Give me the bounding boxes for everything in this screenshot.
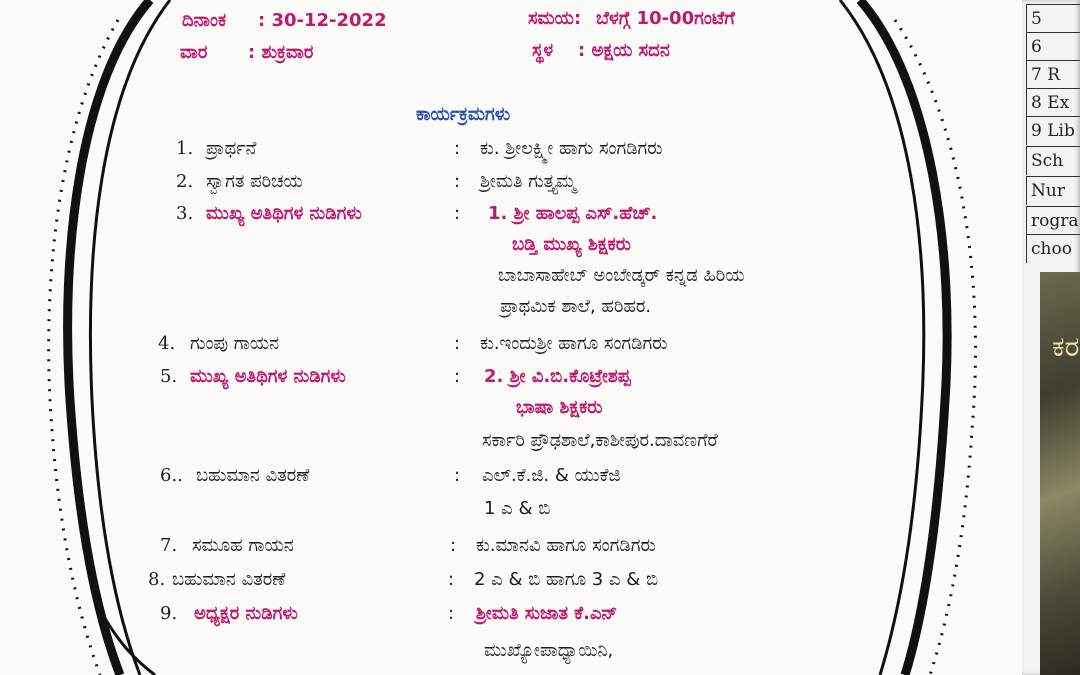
item-colon: :	[448, 569, 455, 590]
side-sheet-row: 6	[1026, 32, 1080, 61]
venue-value: : ಅಕ್ಷಯ ಸದನ	[578, 40, 670, 61]
item-detail: 1 ಎ & ಬಿ	[484, 498, 551, 519]
item-detail: ಎಲ್.ಕೆ.ಜಿ. & ಯುಕೆಜಿ	[482, 465, 621, 486]
program-title: ಕಾರ್ಯಕ್ರಮಗಳು	[416, 104, 511, 125]
item-colon: :	[454, 465, 461, 486]
item-detail: ಭಾಷಾ ಶಿಕ್ಷಕರು	[516, 397, 603, 418]
item-detail: ಸರ್ಕಾರಿ ಪ್ರೌಢಶಾಲೆ,ಕಾಶೀಪುರ.ದಾವಣಗೆರೆ	[482, 430, 718, 451]
date-value: : 30-12-2022	[258, 10, 387, 31]
item-number: 5.	[160, 366, 178, 387]
item-title: ಬಹುಮಾನ ವಿತರಣೆ	[196, 465, 310, 486]
side-photo-text: ಕರ	[1052, 330, 1080, 363]
item-title: ಸಮೂಹ ಗಾಯನ	[192, 535, 294, 556]
item-number: 9.	[160, 603, 178, 624]
item-detail: 2. ಶ್ರೀ ವಿ.ಬಿ.ಕೊಟ್ರೇಶಪ್ಪ	[484, 366, 631, 387]
day-value: : ಶುಕ್ರವಾರ	[248, 42, 314, 63]
item-title: ಗುಂಪು ಗಾಯನ	[190, 333, 280, 354]
item-detail: 2 ಎ & ಬಿ ಹಾಗೂ 3 ಎ & ಬಿ	[474, 569, 659, 590]
item-number: 6..	[160, 465, 183, 486]
item-title: ಮುಖ್ಯ ಅತಿಥಿಗಳ ನುಡಿಗಳು	[190, 366, 346, 387]
side-sheet-row: 5	[1026, 4, 1080, 33]
item-title: ಬಹುಮಾನ ವಿತರಣೆ	[172, 569, 286, 590]
item-title: ಮುಖ್ಯ ಅತಿಥಿಗಳ ನುಡಿಗಳು	[206, 203, 362, 224]
side-sheet-row: Nur	[1026, 176, 1080, 205]
item-colon: :	[454, 171, 461, 192]
side-sheet-row: choo	[1026, 234, 1080, 263]
item-title: ಅಧ್ಯಕ್ಷರ ನುಡಿಗಳು	[194, 603, 298, 624]
side-sheet-row: 9 Lib	[1026, 116, 1080, 145]
side-sheet-row: 8 Ex	[1026, 88, 1080, 117]
side-sheet-row: Sch	[1026, 146, 1080, 175]
time-label: ಸಮಯ:	[528, 8, 582, 29]
item-detail: 1. ಶ್ರೀ ಹಾಲಪ್ಪ ಎಸ್.ಹೆಚ್.	[488, 203, 658, 224]
item-detail: ಬಡ್ತಿ ಮುಖ್ಯ ಶಿಕ್ಷಕರು	[512, 234, 631, 255]
item-number: 8.	[148, 569, 166, 590]
side-sheet-row: rogra	[1026, 206, 1080, 235]
item-detail: ಪ್ರಾಥಮಿಕ ಶಾಲೆ, ಹರಿಹರ.	[500, 296, 652, 317]
item-colon: :	[448, 603, 455, 624]
item-detail: ಕು.ಮಾನವಿ ಹಾಗೂ ಸಂಗಡಿಗರು	[476, 535, 656, 556]
item-title: ಪ್ರಾರ್ಥನೆ	[206, 138, 257, 159]
item-detail: ಶ್ರೀಮತಿ ಸುಜಾತ ಕೆ.ಎನ್	[476, 603, 618, 624]
venue-label: ಸ್ಥಳ	[532, 40, 554, 61]
item-number: 1.	[176, 138, 194, 159]
date-label: ದಿನಾಂಕ	[182, 10, 227, 31]
item-title: ಸ್ವಾಗತ ಪರಿಚಯ	[206, 171, 303, 192]
item-detail: ಮುಖ್ಯೋಪಾಧ್ಯಾಯಿನಿ,	[484, 640, 614, 661]
side-sheet-row: 7 R	[1026, 60, 1080, 89]
item-number: 3.	[176, 203, 194, 224]
item-detail: ಕು. ಶ್ರೀಲಕ್ಷ್ಮೀ ಹಾಗು ಸಂಗಡಿಗರು	[480, 138, 663, 159]
item-colon: :	[454, 366, 461, 387]
item-detail: ಶ್ರೀಮತಿ ಗುತ್ತ್ಯಮ್ಮ	[480, 171, 577, 192]
item-detail: ಕು.ಇಂದುಶ್ರೀ ಹಾಗೂ ಸಂಗಡಿಗರು	[480, 333, 668, 354]
item-detail: ಬಾಬಾಸಾಹೇಬ್ ಅಂಬೇಡ್ಕರ್ ಕನ್ನಡ ಹಿರಿಯ	[498, 265, 745, 286]
item-colon: :	[450, 535, 457, 556]
item-number: 2.	[176, 171, 194, 192]
item-number: 7.	[160, 535, 178, 556]
time-value: ಬೆಳಗ್ಗೆ 10-00ಗಂಟೆಗೆ	[596, 8, 735, 29]
item-colon: :	[454, 138, 461, 159]
item-colon: :	[454, 203, 461, 224]
day-label: ವಾರ	[180, 42, 208, 63]
item-number: 4.	[158, 333, 176, 354]
item-colon: :	[454, 333, 461, 354]
